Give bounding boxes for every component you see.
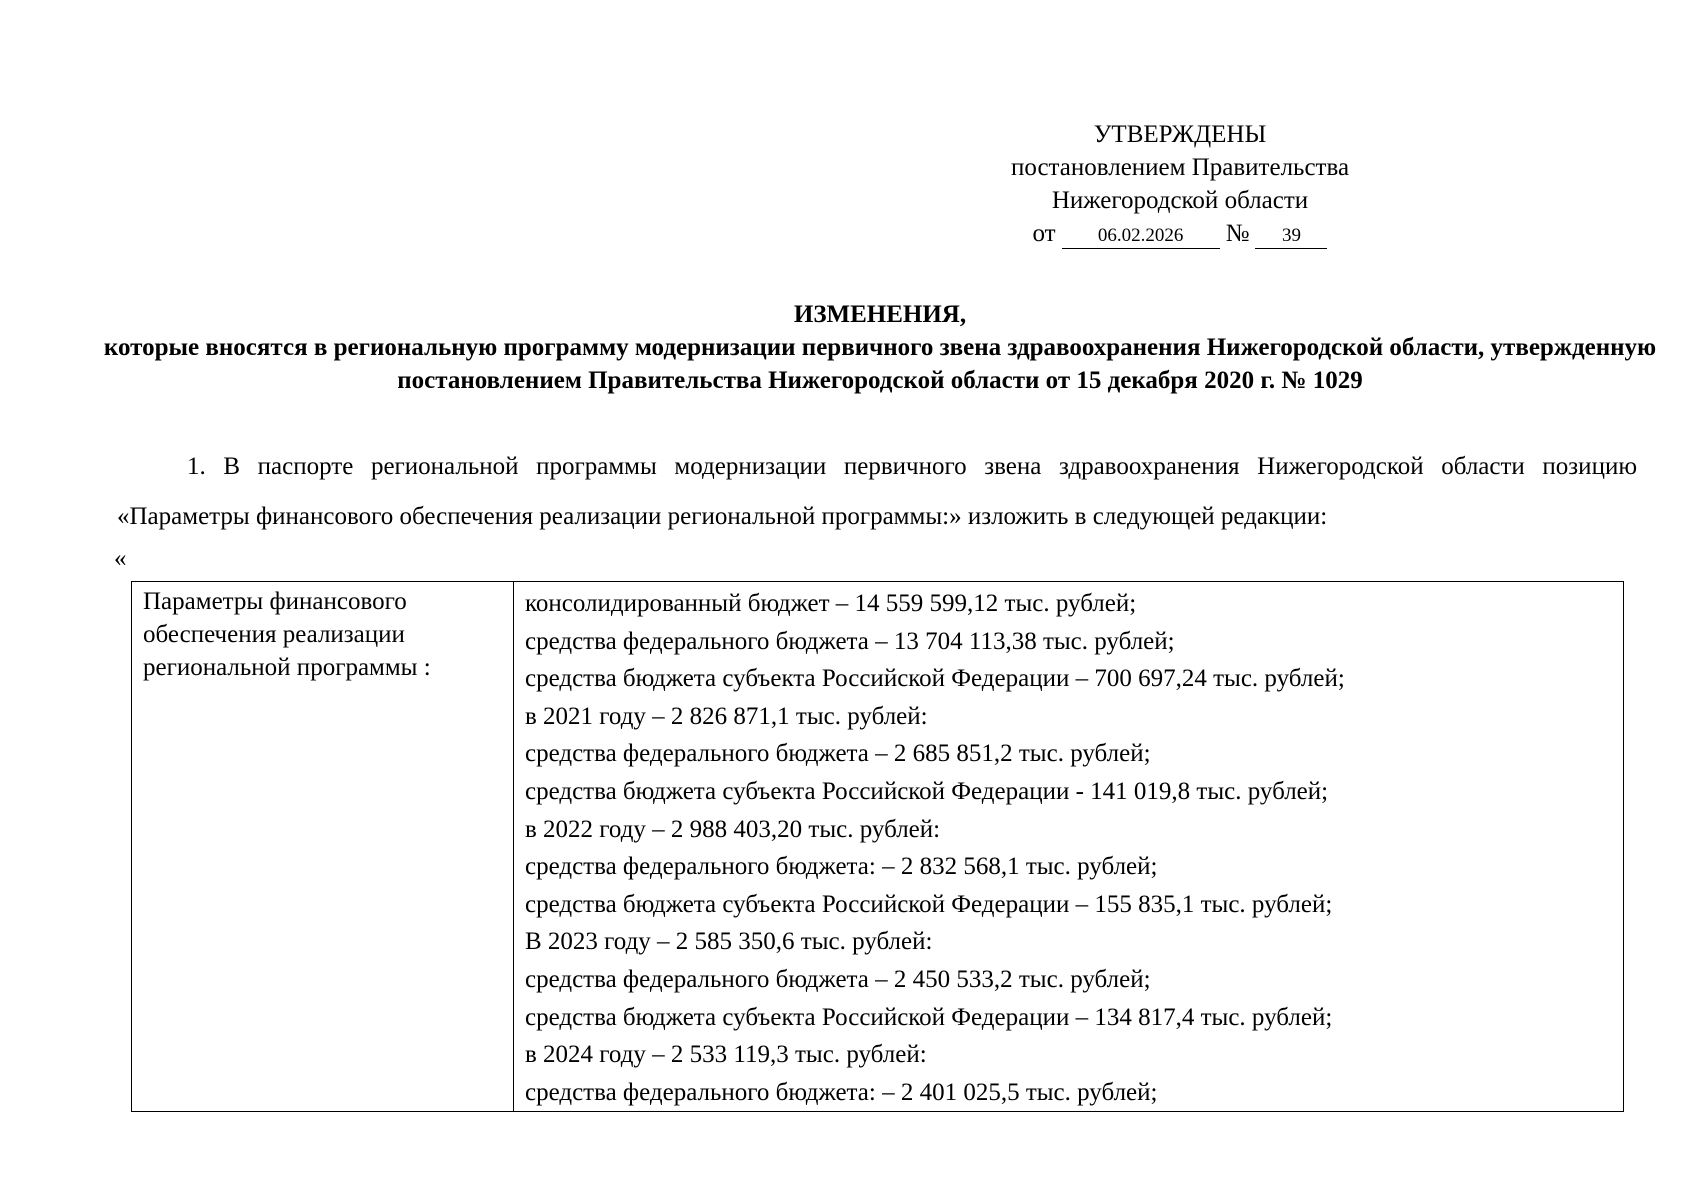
value-line: в 2021 году – 2 826 871,1 тыс. рублей: xyxy=(525,702,928,730)
approval-line-2: Нижегородской области xyxy=(1051,187,1309,214)
value-line: консолидированный бюджет – 14 559 599,12 тыс. рублей; xyxy=(525,590,1137,617)
value-line: средства бюджета субъекта Российской Федерации – 700 697,24 тыс. рублей; xyxy=(525,665,1345,693)
approval-title: УТВЕРЖДЕНЫ xyxy=(1093,121,1267,148)
value-line: В 2023 году – 2 585 350,6 тыс. рублей: xyxy=(525,928,933,956)
value-line: средства бюджета субъекта Российской Федерации - 141 019,8 тыс. рублей; xyxy=(525,777,1329,805)
document-subtitle: которые вносятся в региональную программу модернизации первичного звена здравоохранения Нижегородской области, утвержденную постановлением Правительства Нижегородской области от 15 декабря 2020 г. № 1029 xyxy=(103,334,1657,394)
parameter-label: Параметры финансового обеспечения реализации региональной программы : xyxy=(143,588,431,681)
approval-date-line xyxy=(1000,217,1360,250)
value-line: средства федерального бюджета: – 2 401 025,5 тыс. рублей; xyxy=(525,1078,1158,1106)
value-line: в 2022 году – 2 988 403,20 тыс. рублей: xyxy=(525,815,941,843)
value-line: средства федерального бюджета – 2 450 533,2 тыс. рублей; xyxy=(525,965,1151,993)
opening-quote: « xyxy=(114,545,127,572)
number-value: 39 xyxy=(1255,224,1327,249)
number-prefix: № xyxy=(1225,220,1250,247)
value-line: средства федерального бюджета – 13 704 113,38 тыс. рублей; xyxy=(525,627,1175,655)
date-prefix: от xyxy=(1032,220,1056,247)
document-title: ИЗМЕНЕНИЯ, xyxy=(793,301,967,328)
value-line: в 2024 году – 2 533 119,3 тыс. рублей: xyxy=(525,1041,927,1069)
approval-line-1: постановлением Правительства xyxy=(1010,154,1350,181)
paragraph-1: 1. В паспорте региональной программы модернизации первичного звена здравоохранения Нижегородской области позицию «Параметры финансового обеспечения реализации региональной программы:» изложить в следующей редакции: xyxy=(117,453,1637,530)
value-line: средства федерального бюджета – 2 685 851,2 тыс. рублей; xyxy=(525,740,1151,768)
value-line: средства бюджета субъекта Российской Федерации – 134 817,4 тыс. рублей; xyxy=(525,1003,1333,1031)
parameter-label-cell xyxy=(132,582,514,1112)
table-row xyxy=(132,582,1624,1112)
value-line: средства федерального бюджета: – 2 832 568,1 тыс. рублей; xyxy=(525,853,1158,881)
document-heading xyxy=(100,298,1660,397)
date-value: 06.02.2026 xyxy=(1062,224,1220,249)
parameter-values-cell xyxy=(514,582,1624,1112)
parameters-table xyxy=(131,581,1624,1112)
value-line: средства бюджета субъекта Российской Федерации – 155 835,1 тыс. рублей; xyxy=(525,890,1333,918)
approval-block xyxy=(1000,118,1360,250)
